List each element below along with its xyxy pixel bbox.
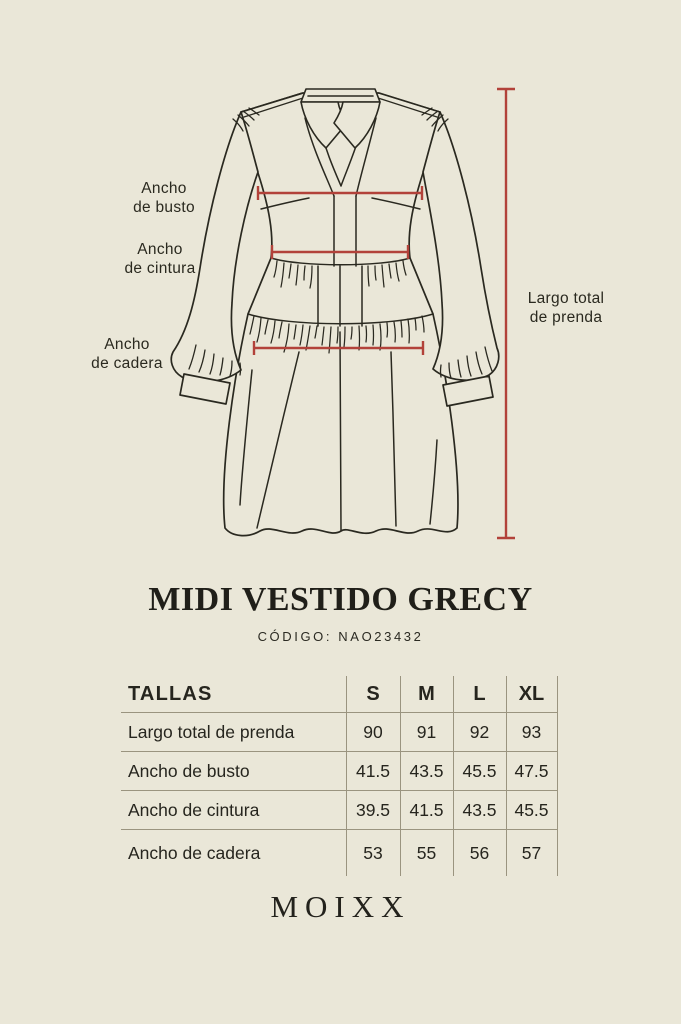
cell-value: 90 bbox=[346, 713, 400, 752]
product-code: CÓDIGO: NAO23432 bbox=[257, 629, 424, 644]
cell-value: 93 bbox=[506, 713, 557, 752]
cell-value: 39.5 bbox=[346, 791, 400, 830]
total-length-label-line2: de prenda bbox=[529, 309, 603, 327]
row-label: Ancho de cadera bbox=[128, 842, 261, 863]
cell-value: 45.5 bbox=[506, 791, 557, 830]
row-label: Largo total de prenda bbox=[128, 721, 295, 742]
table-row-total-length bbox=[121, 713, 557, 752]
product-title: MIDI VESTIDO GRECY bbox=[148, 581, 533, 618]
waist-width-label bbox=[100, 240, 220, 278]
cell-value: 47.5 bbox=[506, 752, 557, 791]
cell-value: 92 bbox=[453, 713, 506, 752]
size-column-s: S bbox=[346, 676, 400, 713]
hip-width-label bbox=[67, 335, 187, 373]
size-table bbox=[121, 676, 558, 876]
size-table-header-row bbox=[121, 676, 557, 713]
total-length-label-line1: Largo total bbox=[527, 290, 605, 307]
cell-value: 43.5 bbox=[400, 752, 453, 791]
bust-width-label-line2: de busto bbox=[133, 199, 195, 217]
cell-value: 91 bbox=[400, 713, 453, 752]
right-cuff bbox=[443, 376, 493, 406]
table-row-hip-width bbox=[121, 830, 557, 877]
cell-value: 56 bbox=[453, 830, 506, 877]
row-label: Ancho de busto bbox=[128, 760, 250, 781]
cell-value: 41.5 bbox=[346, 752, 400, 791]
row-label: Ancho de cintura bbox=[128, 799, 260, 820]
hip-width-label-line1: Ancho bbox=[104, 336, 150, 353]
bust-width-label-line1: Ancho bbox=[141, 180, 187, 197]
size-column-xl: XL bbox=[506, 676, 557, 713]
table-row-waist-width bbox=[121, 791, 557, 830]
cell-value: 41.5 bbox=[400, 791, 453, 830]
brand-logo: MOIXX bbox=[270, 889, 411, 924]
cell-value: 57 bbox=[506, 830, 557, 877]
bust-width-label bbox=[104, 179, 224, 217]
cell-value: 45.5 bbox=[453, 752, 506, 791]
total-length-label bbox=[506, 289, 626, 327]
size-column-l: L bbox=[453, 676, 506, 713]
cell-value: 43.5 bbox=[453, 791, 506, 830]
cell-value: 55 bbox=[400, 830, 453, 877]
size-column-m: M bbox=[400, 676, 453, 713]
hip-width-label-line2: de cadera bbox=[91, 355, 163, 373]
waist-width-label-line1: Ancho bbox=[137, 241, 183, 258]
table-row-bust-width bbox=[121, 752, 557, 791]
size-table-header-label: TALLAS bbox=[128, 682, 213, 705]
cell-value: 53 bbox=[346, 830, 400, 877]
waist-width-label-line2: de cintura bbox=[124, 260, 196, 278]
